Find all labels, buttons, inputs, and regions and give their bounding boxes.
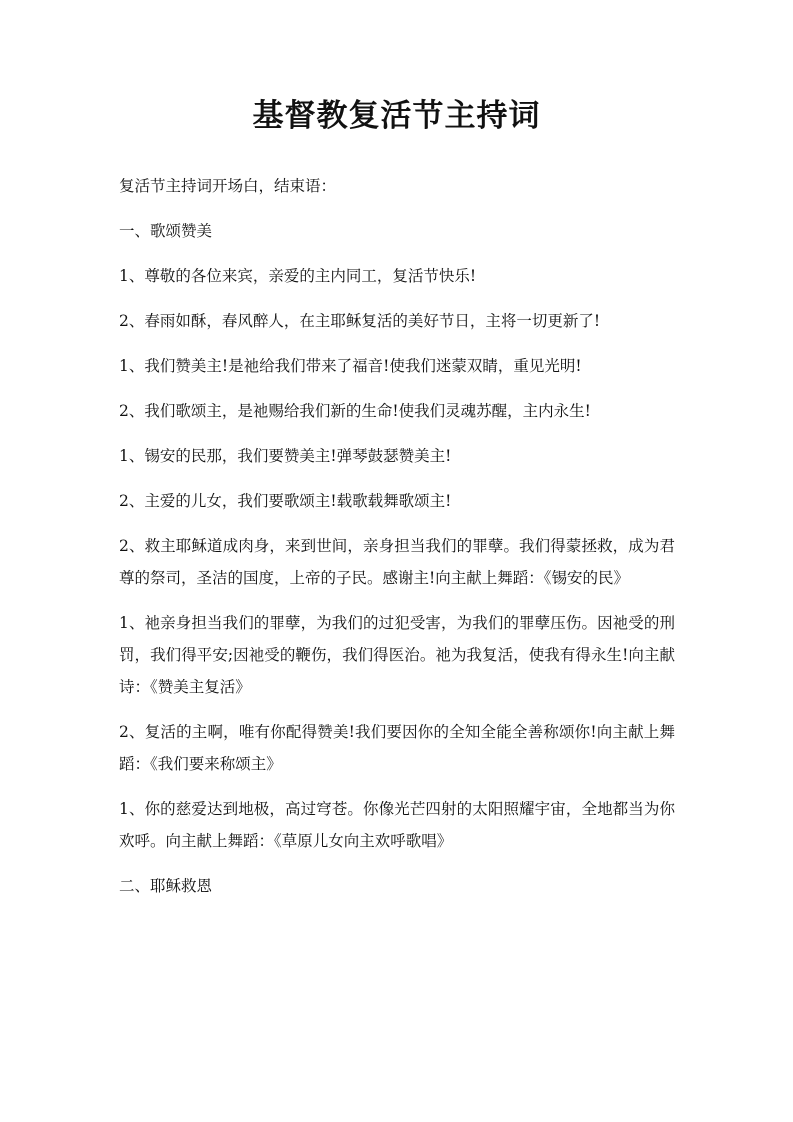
section-heading-2: 二、耶稣救恩 — [119, 877, 213, 895]
paragraph: 1、你的慈爱达到地极，高过穹苍。你像光芒四射的太阳照耀宇宙，全地都当为你欢呼。向主献上舞蹈：《草原儿女向主欢呼歌唱》 — [119, 800, 675, 850]
paragraph: 1、尊敬的各位来宾，亲爱的主内同工，复活节快乐! — [119, 267, 477, 285]
paragraph: 2、我们歌颂主，是祂赐给我们新的生命!使我们灵魂苏醒，主内永生! — [119, 402, 591, 420]
paragraph: 2、主爱的儿女，我们要歌颂主!载歌载舞歌颂主! — [119, 492, 452, 510]
paragraph: 2、复活的主啊，唯有你配得赞美!我们要因你的全知全能全善称颂你!向主献上舞蹈：《我们要来称颂主》 — [119, 723, 675, 773]
section-heading-1: 一、歌颂赞美 — [119, 222, 213, 240]
paragraph: 2、春雨如酥，春风醉人，在主耶稣复活的美好节日，主将一切更新了! — [119, 312, 601, 330]
intro-line: 复活节主持词开场白，结束语： — [119, 177, 337, 195]
paragraph: 1、锡安的民那，我们要赞美主!弹琴鼓瑟赞美主! — [119, 447, 452, 465]
paragraph: 2、救主耶稣道成肉身，来到世间，亲身担当我们的罪孽。我们得蒙拯救，成为君尊的祭司，圣洁的国度，上帝的子民。感谢主!向主献上舞蹈：《锡安的民》 — [119, 537, 675, 587]
document-title: 基督教复活节主持词 — [252, 98, 541, 134]
paragraph: 1、祂亲身担当我们的罪孽，为我们的过犯受害，为我们的罪孽压伤。因祂受的刑罚，我们得平安;因祂受的鞭伤，我们得医治。祂为我复活，使我有得永生!向主献诗：《赞美主复活》 — [119, 614, 675, 696]
paragraph: 1、我们赞美主!是祂给我们带来了福音!使我们迷蒙双睛，重见光明! — [119, 357, 582, 375]
document-body — [119, 170, 675, 902]
